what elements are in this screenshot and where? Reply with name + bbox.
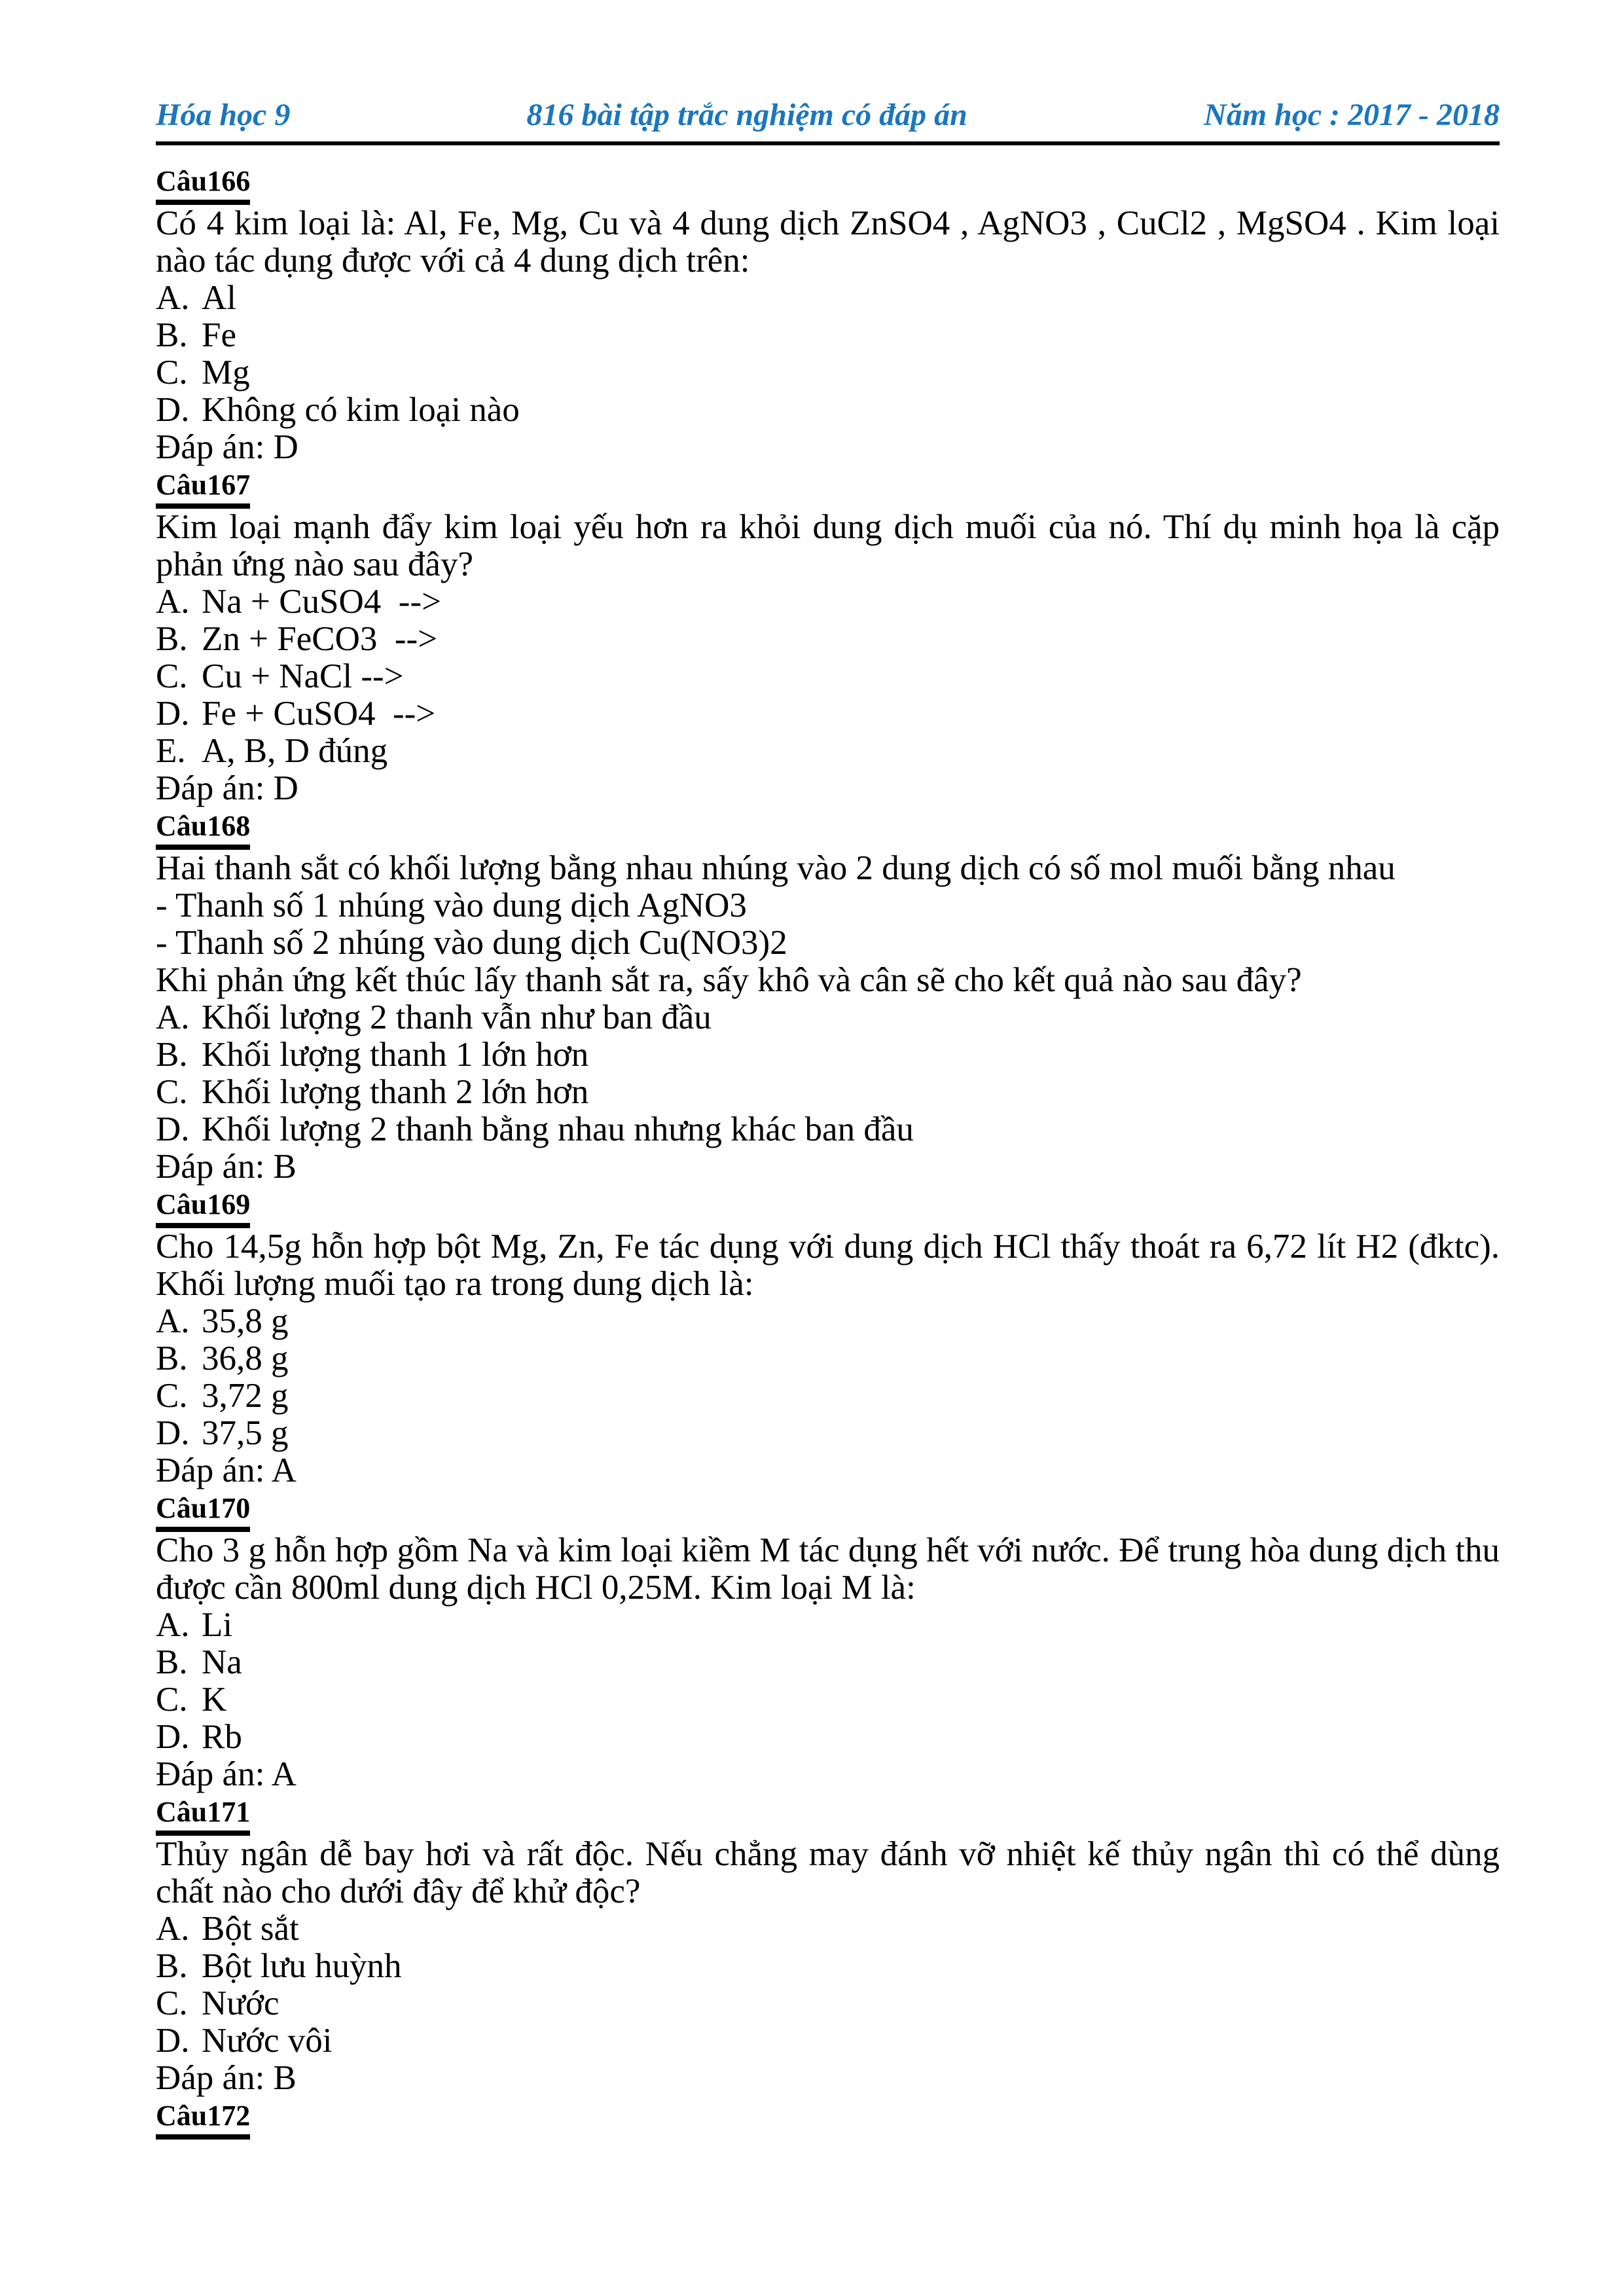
question-number: Câu170 — [156, 1489, 250, 1532]
question-number: Câu166 — [156, 162, 250, 205]
option-letter: A. — [156, 1910, 190, 1948]
option-text: K — [202, 1681, 227, 1719]
option-letter: B. — [156, 1339, 188, 1377]
question-text: Cho 3 g hỗn hợp gồm Na và kim loại kiềm M tác dụng hết với nước. Để trung hòa dung dịch thu được cần 800ml dung dịch HCl 0,25M. Kim loại M là: — [156, 1531, 1500, 1607]
questions-list — [156, 162, 1500, 2140]
option-text: 36,8 g — [202, 1339, 289, 1377]
option-row — [156, 1681, 1500, 1719]
option-letter: A. — [156, 1606, 190, 1644]
question-text: Cho 14,5g hỗn hợp bột Mg, Zn, Fe tác dụng với dung dịch HCl thấy thoát ra 6,72 lít H2 (đktc). Khối lượng muối tạo ra trong dung dịch là: — [156, 1228, 1500, 1303]
question-number: Câu169 — [156, 1186, 250, 1228]
question-text: - Thanh số 2 nhúng vào dung dịch Cu(NO3)2 — [156, 924, 787, 962]
option-row — [156, 1644, 1500, 1681]
option-letter: E. — [156, 732, 186, 770]
option-row — [156, 2022, 1500, 2060]
answer-line: Đáp án: D — [156, 769, 298, 807]
option-text: 35,8 g — [202, 1302, 289, 1340]
option-letter: D. — [156, 391, 190, 429]
option-row — [156, 354, 1500, 392]
option-text: Rb — [202, 1718, 242, 1756]
option-row — [156, 317, 1500, 354]
option-letter: C. — [156, 1073, 188, 1111]
answer-line: Đáp án: B — [156, 1148, 297, 1186]
option-text: Nước — [202, 1984, 280, 2022]
option-text: Khối lượng thanh 2 lớn hơn — [202, 1073, 589, 1111]
option-letter: D. — [156, 695, 190, 733]
option-letter: C. — [156, 1377, 188, 1415]
option-text: 3,72 g — [202, 1377, 289, 1415]
question-text: Khi phản ứng kết thúc lấy thanh sắt ra, sấy khô và cân sẽ cho kết quả nào sau đây? — [156, 961, 1302, 999]
question-text: Có 4 kim loại là: Al, Fe, Mg, Cu và 4 dung dịch ZnSO4 , AgNO3 , CuCl2 , MgSO4 . Kim loại nào tác dụng được với cả 4 dung dịch trên: — [156, 204, 1500, 280]
option-text: Nước vôi — [202, 2022, 333, 2060]
question-text: Hai thanh sắt có khối lượng bằng nhau nhúng vào 2 dung dịch có số mol muối bằng nhau — [156, 849, 1396, 887]
question-number: Câu168 — [156, 807, 250, 850]
option-row — [156, 1948, 1500, 1985]
option-letter: D. — [156, 1718, 190, 1756]
option-row — [156, 1303, 1500, 1340]
question-heading — [156, 1489, 1500, 1532]
option-row — [156, 280, 1500, 317]
option-letter: B. — [156, 316, 188, 354]
option-row — [156, 1340, 1500, 1377]
question-number: Câu171 — [156, 1793, 250, 1836]
option-letter: B. — [156, 1947, 188, 1985]
option-row — [156, 658, 1500, 695]
page-header — [156, 98, 1500, 145]
option-text: Không có kim loại nào — [202, 391, 520, 429]
question-text: Thủy ngân dễ bay hơi và rất độc. Nếu chẳng may đánh vỡ nhiệt kế thủy ngân thì có thể dùng chất nào cho dưới đây để khử độc? — [156, 1835, 1500, 1910]
option-row — [156, 621, 1500, 658]
question-heading — [156, 162, 1500, 205]
answer-line: Đáp án: A — [156, 1451, 297, 1489]
question-heading — [156, 807, 1500, 850]
question-number: Câu167 — [156, 466, 250, 509]
option-text: Khối lượng 2 thanh vẫn như ban đầu — [202, 998, 712, 1036]
answer-line: Đáp án: B — [156, 2059, 297, 2097]
option-row — [156, 1036, 1500, 1074]
question-text: Kim loại mạnh đẩy kim loại yếu hơn ra khỏi dung dịch muối của nó. Thí dụ minh họa là cặp phản ứng nào sau đây? — [156, 508, 1500, 583]
question-text: - Thanh số 1 nhúng vào dung dịch AgNO3 — [156, 886, 747, 924]
option-text: Li — [202, 1606, 233, 1644]
question-heading — [156, 2097, 1500, 2140]
option-row — [156, 1607, 1500, 1644]
option-text: Khối lượng thanh 1 lớn hơn — [202, 1036, 589, 1074]
option-row — [156, 1719, 1500, 1756]
option-text: A, B, D đúng — [202, 732, 388, 770]
option-letter: A. — [156, 998, 190, 1036]
option-letter: A. — [156, 279, 190, 317]
option-text: Mg — [202, 354, 250, 392]
header-school-year: Năm học : 2017 - 2018 — [1204, 98, 1500, 132]
header-title: 816 bài tập trắc nghiệm có đáp án — [526, 98, 967, 132]
option-text: Na + CuSO4 --> — [202, 583, 441, 621]
question-number: Câu172 — [156, 2097, 250, 2140]
option-letter: C. — [156, 1681, 188, 1719]
option-row — [156, 1111, 1500, 1148]
option-row — [156, 1415, 1500, 1452]
option-text: Bột lưu huỳnh — [202, 1947, 402, 1985]
option-text: Fe + CuSO4 --> — [202, 695, 436, 733]
option-row — [156, 1910, 1500, 1948]
option-row — [156, 1377, 1500, 1415]
option-text: 37,5 g — [202, 1414, 289, 1452]
option-text: Khối lượng 2 thanh bằng nhau nhưng khác ban đầu — [202, 1110, 914, 1148]
option-text: Na — [202, 1643, 242, 1681]
question-heading — [156, 466, 1500, 509]
option-letter: D. — [156, 2022, 190, 2060]
option-letter: B. — [156, 1036, 188, 1074]
option-row — [156, 1985, 1500, 2022]
answer-line: Đáp án: A — [156, 1755, 297, 1793]
option-row — [156, 695, 1500, 733]
option-letter: B. — [156, 1643, 188, 1681]
option-letter: D. — [156, 1414, 190, 1452]
question-heading — [156, 1793, 1500, 1836]
option-text: Al — [202, 279, 236, 317]
option-letter: C. — [156, 354, 188, 392]
option-letter: C. — [156, 657, 188, 695]
option-text: Fe — [202, 316, 236, 354]
option-text: Zn + FeCO3 --> — [202, 620, 438, 658]
header-subject: Hóa học 9 — [156, 98, 291, 132]
answer-line: Đáp án: D — [156, 428, 298, 466]
option-row — [156, 583, 1500, 621]
question-heading — [156, 1186, 1500, 1228]
option-row — [156, 392, 1500, 429]
option-letter: C. — [156, 1984, 188, 2022]
option-row — [156, 733, 1500, 770]
option-letter: A. — [156, 583, 190, 621]
option-row — [156, 1074, 1500, 1111]
option-letter: D. — [156, 1110, 190, 1148]
option-text: Cu + NaCl --> — [202, 657, 404, 695]
option-letter: B. — [156, 620, 188, 658]
option-letter: A. — [156, 1302, 190, 1340]
option-text: Bột sắt — [202, 1910, 299, 1948]
option-row — [156, 999, 1500, 1036]
